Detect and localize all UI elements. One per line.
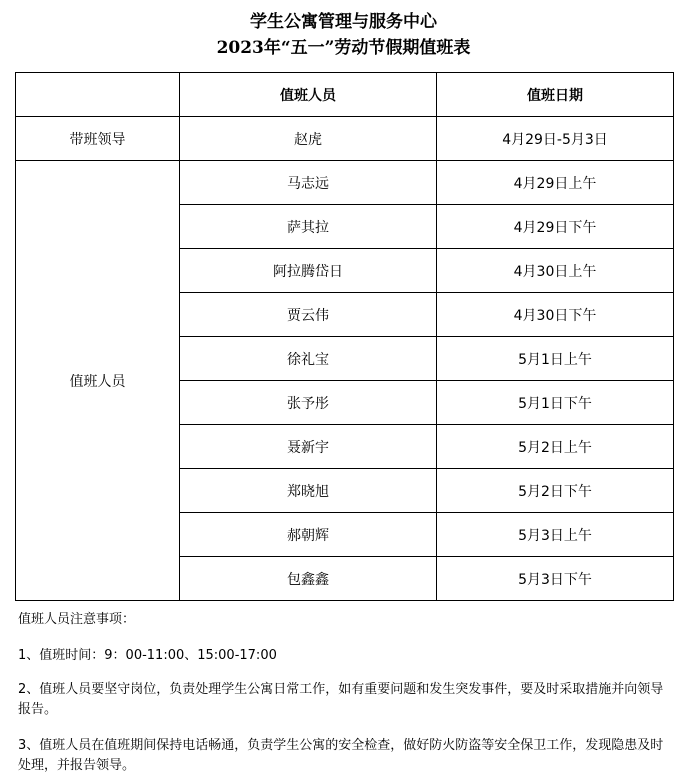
leader-role: 带班领导: [16, 117, 180, 161]
staff-name: 阿拉腾岱日: [180, 249, 437, 293]
table-header-row: [16, 73, 674, 117]
staff-date: 5月3日下午: [437, 557, 674, 601]
staff-date: 4月30日上午: [437, 249, 674, 293]
table-row: [16, 161, 674, 205]
leader-date: 4月29日-5月3日: [437, 117, 674, 161]
staff-role: 值班人员: [16, 161, 180, 601]
note-item: 3、值班人员在值班期间保持电话畅通，负责学生公寓的安全检查，做好防火防盗等安全保卫工作，发现隐患及时处理，并报告领导。: [18, 738, 664, 773]
document-title: 学生公寓管理与服务中心: [250, 12, 437, 32]
note-item: 1、值班时间：9：00-11:00、15:00-17:00: [18, 648, 277, 663]
duty-roster-table: [15, 72, 674, 601]
header-blank-cell: [16, 73, 180, 117]
staff-name: 郑晓旭: [180, 469, 437, 513]
staff-name: 包鑫鑫: [180, 557, 437, 601]
staff-date: 5月2日上午: [437, 425, 674, 469]
staff-name: 郝朝辉: [180, 513, 437, 557]
note-item: 2、值班人员要坚守岗位，负责处理学生公寓日常工作，如有重要问题和发生突发事件，要及时采取措施并向领导报告。: [18, 682, 664, 717]
staff-name: 贾云伟: [180, 293, 437, 337]
staff-name: 萨其拉: [180, 205, 437, 249]
leader-name: 赵虎: [180, 117, 437, 161]
document-subtitle: 2023年“五一”劳动节假期值班表: [216, 38, 471, 58]
staff-date: 4月29日上午: [437, 161, 674, 205]
notes-heading: 值班人员注意事项：: [18, 612, 136, 627]
staff-date: 4月29日下午: [437, 205, 674, 249]
staff-name: 张予彤: [180, 381, 437, 425]
staff-date: 4月30日下午: [437, 293, 674, 337]
staff-date: 5月3日上午: [437, 513, 674, 557]
staff-date: 5月1日下午: [437, 381, 674, 425]
staff-name: 聂新宇: [180, 425, 437, 469]
staff-name: 马志远: [180, 161, 437, 205]
header-date: 值班日期: [437, 73, 674, 117]
staff-date: 5月1日上午: [437, 337, 674, 381]
header-staff: 值班人员: [180, 73, 437, 117]
leader-row: [16, 117, 674, 161]
staff-date: 5月2日下午: [437, 469, 674, 513]
staff-name: 徐礼宝: [180, 337, 437, 381]
